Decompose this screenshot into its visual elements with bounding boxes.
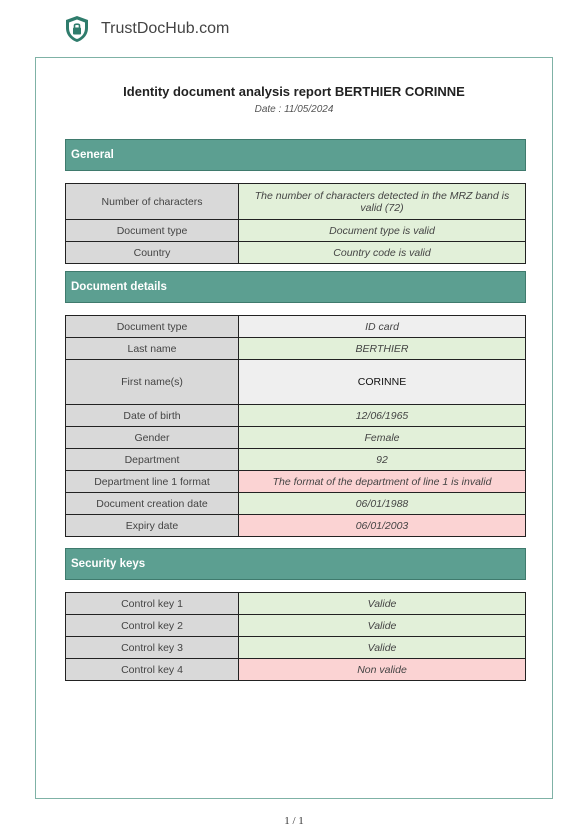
table-row (66, 515, 526, 537)
table-row (66, 659, 526, 681)
table-row (66, 493, 526, 515)
row-value: 06/01/1988 (239, 493, 526, 515)
row-value: Country code is valid (239, 242, 526, 264)
row-value: 06/01/2003 (239, 515, 526, 537)
row-label: Date of birth (66, 405, 239, 427)
table-row (66, 615, 526, 637)
table-row (66, 220, 526, 242)
row-value: Valide (239, 637, 526, 659)
report-date: Date : 11/05/2024 (254, 104, 334, 115)
row-value: Female (239, 427, 526, 449)
row-value: 12/06/1965 (239, 405, 526, 427)
row-label: Document creation date (66, 493, 239, 515)
row-label: Document type (66, 220, 239, 242)
row-value: BERTHIER (239, 338, 526, 360)
row-label: Expiry date (66, 515, 239, 537)
row-label: Document type (66, 316, 239, 338)
row-value: Valide (239, 593, 526, 615)
table-row (66, 427, 526, 449)
row-value: CORINNE (239, 360, 526, 405)
row-label: Control key 3 (66, 637, 239, 659)
section-details-header: Document details (65, 271, 526, 303)
shield-lock-icon (63, 15, 91, 43)
row-value: ID card (239, 316, 526, 338)
section-general-header: General (65, 139, 526, 171)
table-row (66, 360, 526, 405)
row-label: Gender (66, 427, 239, 449)
row-value: Valide (239, 615, 526, 637)
general-table (65, 183, 526, 264)
brand-name: TrustDocHub.com (101, 20, 230, 37)
row-label: Country (66, 242, 239, 264)
table-row (66, 593, 526, 615)
report-title: Identity document analysis report BERTHIER CORINNE (123, 84, 465, 99)
document-details-table (65, 315, 526, 537)
row-label: Control key 1 (66, 593, 239, 615)
table-row (66, 242, 526, 264)
table-row (66, 637, 526, 659)
table-row (66, 184, 526, 220)
row-value: The format of the department of line 1 is invalid (239, 471, 526, 493)
row-label: Control key 2 (66, 615, 239, 637)
row-label: Department line 1 format (66, 471, 239, 493)
table-row (66, 405, 526, 427)
row-value: The number of characters detected in the MRZ band is valid (72) (239, 184, 526, 220)
row-value: Document type is valid (239, 220, 526, 242)
row-label: Department (66, 449, 239, 471)
security-keys-table (65, 592, 526, 681)
section-security-header: Security keys (65, 548, 526, 580)
row-value: Non valide (239, 659, 526, 681)
table-row (66, 449, 526, 471)
row-label: First name(s) (66, 360, 239, 405)
row-label: Control key 4 (66, 659, 239, 681)
row-label: Number of characters (66, 184, 239, 220)
table-row (66, 471, 526, 493)
row-label: Last name (66, 338, 239, 360)
page-number: 1 / 1 (284, 815, 304, 827)
report-page (35, 57, 553, 799)
brand-header (63, 15, 229, 43)
table-row (66, 316, 526, 338)
table-row (66, 338, 526, 360)
row-value: 92 (239, 449, 526, 471)
